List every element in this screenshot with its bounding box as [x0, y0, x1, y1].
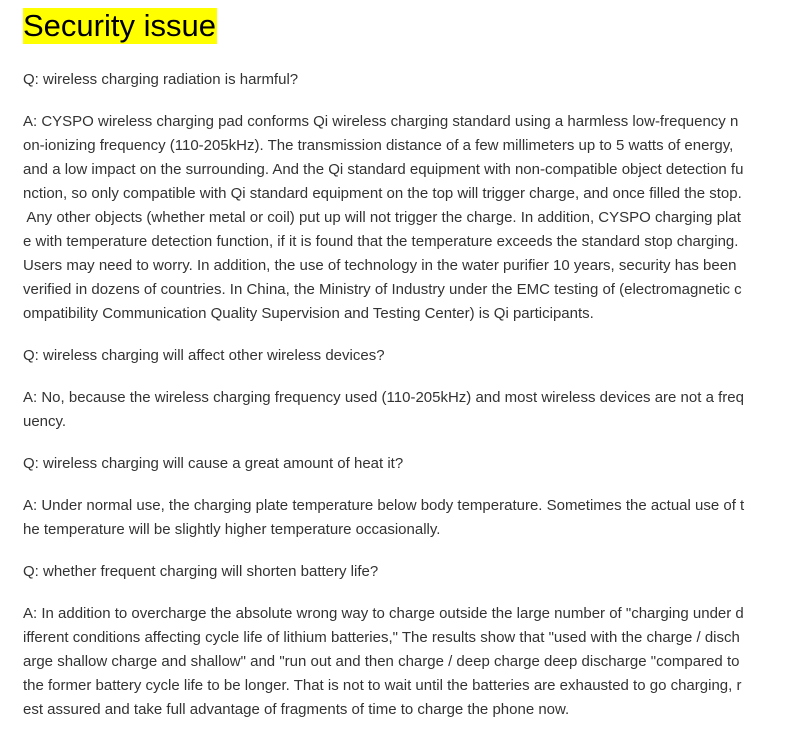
answer-line: on-ionizing frequency (110-205kHz). The transmission distance of a few millimeters up to 5 watts of energy, — [23, 137, 734, 154]
answer-line: nction, so only compatible with Qi standard equipment on the top will trigger charge, and once filled the stop. — [23, 185, 742, 202]
answer-line: est assured and take full advantage of fragments of time to charge the phone now. — [23, 701, 570, 718]
answer-line: uency. — [23, 413, 67, 430]
faq-question-1: Q: wireless charging radiation is harmful? — [23, 71, 299, 88]
answer-line: A: No, because the wireless charging frequency used (110-205kHz) and most wireless devices are not a freq — [23, 389, 744, 406]
answer-line: ifferent conditions affecting cycle life of lithium batteries," The results show that "used with the charge / disch — [23, 629, 740, 646]
answer-line: A: Under normal use, the charging plate temperature below body temperature. Sometimes the actual use of t — [23, 497, 745, 514]
answer-line: he temperature will be slightly higher temperature occasionally. — [23, 521, 441, 538]
answer-line: ompatibility Communication Quality Supervision and Testing Center) is Qi participants. — [23, 305, 594, 322]
answer-line: Any other objects (whether metal or coil) put up will not trigger the charge. In addition, CYSPO charging plat — [23, 209, 741, 226]
answer-line: A: In addition to overcharge the absolute wrong way to charge outside the large number of "charging under d — [23, 605, 744, 622]
answer-line: arge shallow charge and shallow" and "run out and then charge / deep charge deep discharge "compared to — [23, 653, 740, 670]
faq-answer-1 — [23, 110, 797, 326]
answer-line: verified in dozens of countries. In China, the Ministry of Industry under the EMC testing of (electromagnetic c — [23, 281, 742, 298]
answer-line: the former battery cycle life to be longer. That is not to wait until the batteries are exhausted to go charging, r — [23, 677, 742, 694]
document-page — [23, 8, 797, 722]
answer-line: Users may need to worry. In addition, the use of technology in the water purifier 10 years, security has been — [23, 257, 737, 274]
page-title: Security issue — [23, 8, 216, 43]
faq-answer-2 — [23, 386, 797, 434]
answer-line: and a low impact on the surrounding. And the Qi standard equipment with non-compatible object detection fu — [23, 161, 744, 178]
faq-answer-3 — [23, 494, 797, 542]
answer-line: A: CYSPO wireless charging pad conforms Qi wireless charging standard using a harmless low-frequency n — [23, 113, 739, 130]
faq-question-3: Q: wireless charging will cause a great amount of heat it? — [23, 455, 404, 472]
faq-question-4: Q: whether frequent charging will shorten battery life? — [23, 563, 379, 580]
answer-line: e with temperature detection function, if it is found that the temperature exceeds the standard stop charging. — [23, 233, 739, 250]
faq-answer-4 — [23, 602, 797, 722]
faq-question-2: Q: wireless charging will affect other wireless devices? — [23, 347, 385, 364]
